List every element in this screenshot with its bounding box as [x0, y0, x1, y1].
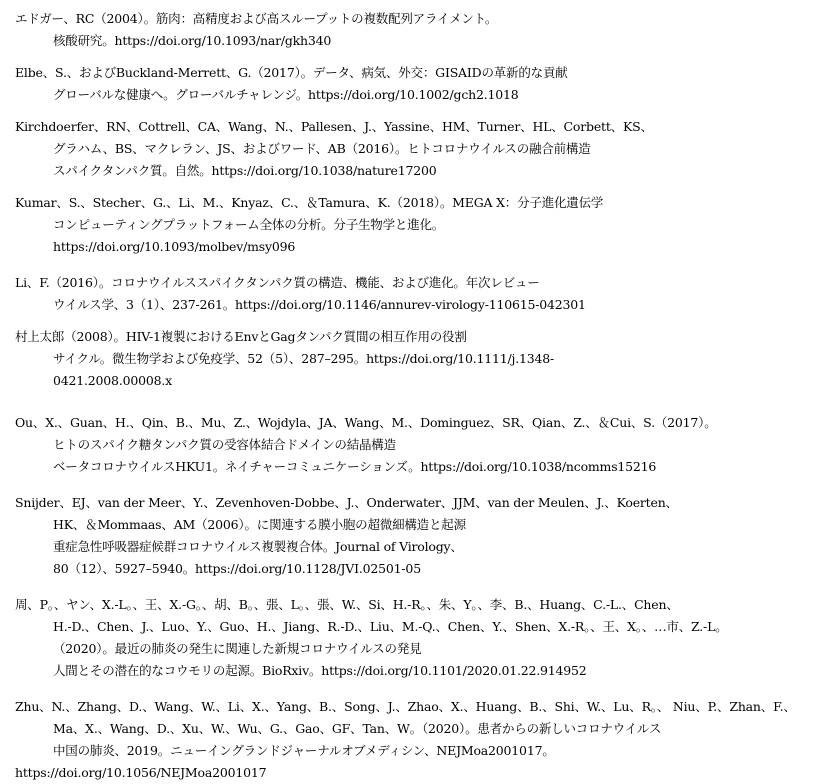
reference-entry-edgar — [15, 8, 832, 52]
reference-line: スパイクタンパク質。自然。https://doi.org/10.1038/nature17200 — [53, 163, 437, 178]
reference-line: 80（12）、5927–5940。https://doi.org/10.1128/JVI.02501-05 — [53, 561, 421, 576]
reference-entry-ou — [15, 412, 832, 478]
reference-line: （2020）。最近の肺炎の発生に関連した新規コロナウイルスの発見 — [53, 641, 422, 656]
reference-line: HK、＆Mommaas、AM（2006）。に関連する膜小胞の超微細構造と起源 — [53, 517, 466, 532]
reference-line: https://doi.org/10.1093/molbev/msy096 — [53, 239, 296, 254]
reference-line: 村上太郎（2008）。HIV-1複製におけるEnvとGagタンパク質間の相互作用の役割 — [15, 329, 467, 344]
reference-line: コンピューティングプラットフォーム全体の分析。分子生物学と進化。 — [53, 217, 445, 232]
reference-line: ヒトのスパイク糖タンパク質の受容体結合ドメインの結晶構造 — [53, 437, 396, 452]
reference-line: 重症急性呼吸器症候群コロナウイルス複製複合体。Journal of Virology、 — [53, 539, 463, 554]
reference-line: サイクル。微生物学および免疫学、52（5）、287–295。https://doi.org/10.1111/j.1348- — [53, 351, 555, 366]
reference-entry-zhu — [15, 696, 832, 784]
reference-entry-zhou — [15, 594, 832, 682]
reference-entry-kirchdoerfer — [15, 116, 832, 182]
reference-entry-murakami — [15, 326, 832, 392]
reference-line: H.-D.、Chen、J.、Luo、Y.、Guo、H.、Jiang、R.-D.、Liu、M.-Q.、Chen、Y.、Shen、X.-R。、王、X。、…市、Z.-L。 — [53, 619, 728, 634]
reference-line: Kirchdoerfer、RN、Cottrell、CA、Wang、N.、Pallesen、J.、Yassine、HM、Turner、HL、Corbett、KS、 — [15, 119, 653, 134]
reference-entry-li — [15, 272, 832, 316]
reference-line: グローバルな健康へ。グローバルチャレンジ。https://doi.org/10.1002/gch2.1018 — [53, 87, 519, 102]
reference-line: ベータコロナウイルスHKU1。ネイチャーコミュニケーションズ。https://doi.org/10.1038/ncomms15216 — [53, 459, 657, 474]
reference-entry-snijder — [15, 492, 832, 580]
reference-line: 周、P。、ヤン、X.-L。、王、X.-G。、胡、B。、張、L。、張、W.、Si、H.-R。、朱、Y。、李、B.、Huang、C.-L.、Chen、 — [15, 597, 679, 612]
reference-entry-kumar — [15, 192, 832, 258]
reference-line: 核酸研究。https://doi.org/10.1093/nar/gkh340 — [53, 33, 332, 48]
reference-line: 0421.2008.00008.x — [53, 373, 172, 388]
reference-line: 中国の肺炎、2019。ニューイングランドジャーナルオブメディシン、NEJMoa2001017。 — [53, 743, 555, 758]
reference-line: Zhu、N.、Zhang、D.、Wang、W.、Li、X.、Yang、B.、Song、J.、Zhao、X.、Huang、B.、Shi、W.、Lu、R。、 Niu、P.、Zhan、F.、 — [15, 699, 796, 714]
reference-line: ウイルス学、3（1）、237-261。https://doi.org/10.1146/annurev-virology-110615-042301 — [53, 297, 586, 312]
reference-line: 人間とその潜在的なコウモリの起源。BioRxiv。https://doi.org/10.1101/2020.01.22.914952 — [53, 663, 587, 678]
reference-line: Elbe、S.、およびBuckland-Merrett、G.（2017）。データ、病気、外交：GISAIDの革新的な貢献 — [15, 65, 568, 80]
reference-line: Ou、X.、Guan、H.、Qin、B.、Mu、Z.、Wojdyla、JA、Wang、M.、Dominguez、SR、Qian、Z.、＆Cui、S.（2017）。 — [15, 415, 717, 430]
reference-line: Ma、X.、Wang、D.、Xu、W.、Wu、G.、Gao、GF、Tan、W。（2020）。患者からの新しいコロナウイルス — [53, 721, 662, 736]
reference-line: エドガー、RC（2004）。筋肉：高精度および高スループットの複数配列アライメント。 — [15, 11, 498, 26]
reference-entry-elbe — [15, 62, 832, 106]
reference-line: https://doi.org/10.1056/NEJMoa2001017 — [15, 765, 267, 780]
reference-line: Kumar、S.、Stecher、G.、Li、M.、Knyaz、C.、＆Tamura、K.（2018）。MEGA X：分子進化遺伝学 — [15, 195, 604, 210]
reference-line: Snijder、EJ、van der Meer、Y.、Zevenhoven-Dobbe、J.、Onderwater、JJM、van der Meulen、J.、Koerten、 — [15, 495, 678, 510]
reference-line: グラハム、BS、マクレラン、JS、およびワード、AB（2016）。ヒトコロナウイルスの融合前構造 — [53, 141, 591, 156]
reference-line: Li、F.（2016）。コロナウイルススパイクタンパク質の構造、機能、および進化。年次レビュー — [15, 275, 540, 290]
